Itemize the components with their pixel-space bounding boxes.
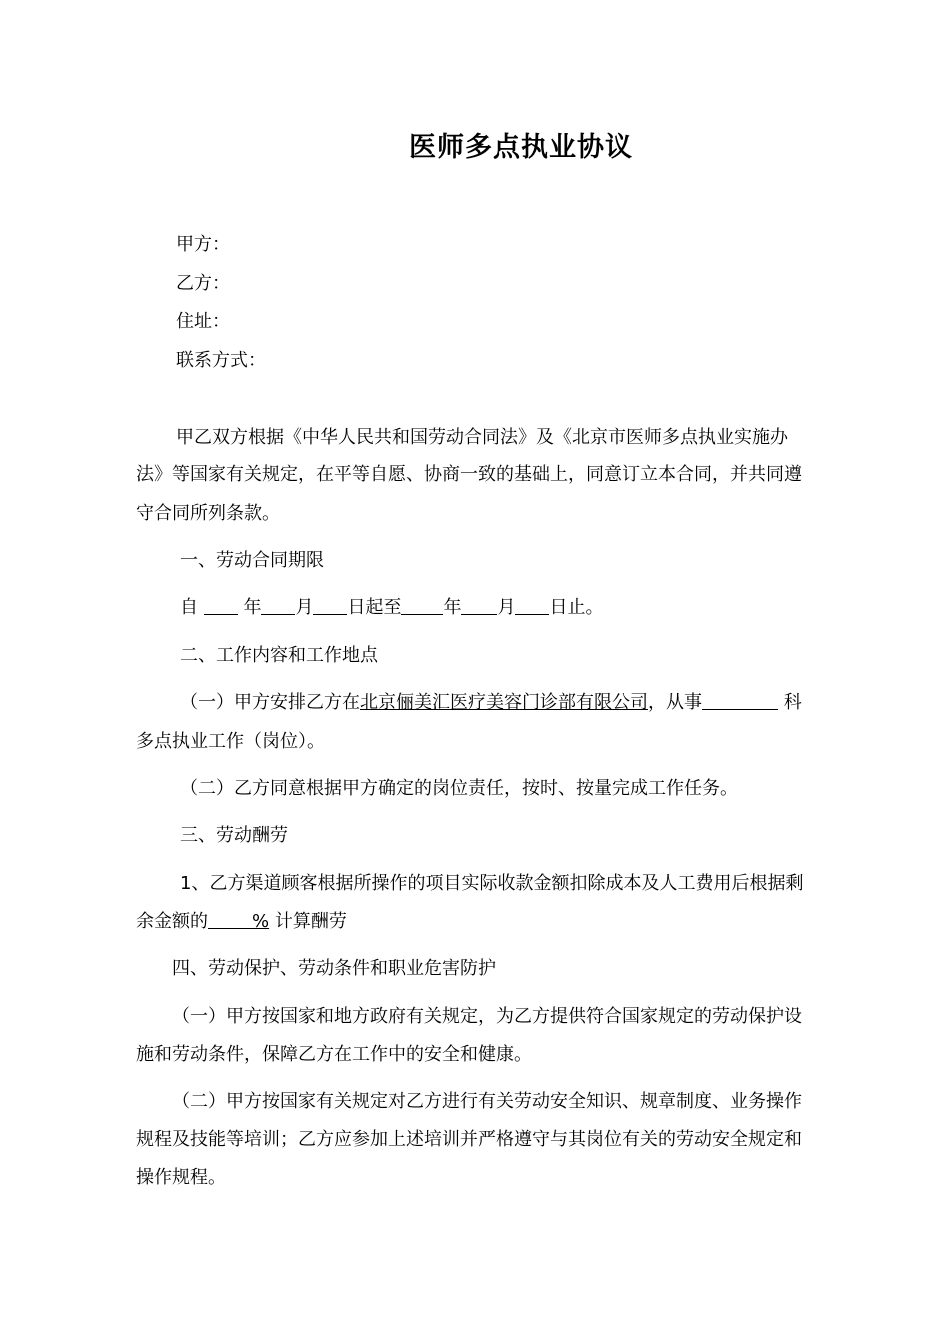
section-3-item-1-line-2: [136, 910, 347, 934]
end-day-blank: [515, 596, 549, 615]
workplace-company: 北京俪美汇医疗美容门诊部有限公司: [360, 692, 648, 713]
intro-line-1: 甲乙双方根据《中华人民共和国劳动合同法》及《北京市医师多点执业实施办: [176, 427, 788, 448]
start-day-blank: [313, 596, 347, 615]
term-year-1: 年: [243, 597, 262, 618]
section-2-heading: 二、工作内容和工作地点: [180, 645, 378, 666]
section-4-item-2-line-2: 规程及技能等培训；乙方应参加上述培训并严格遵守与其岗位有关的劳动安全规定和: [136, 1129, 802, 1150]
section-1-heading: 一、劳动合同期限: [180, 550, 324, 571]
section-2-item-2: （二）乙方同意根据甲方确定的岗位责任，按时、按量完成工作任务。: [180, 778, 738, 799]
section-4-heading: 四、劳动保护、劳动条件和职业危害防护: [172, 958, 496, 979]
address-label: 住址：: [176, 311, 230, 332]
party-b-label: 乙方：: [176, 273, 230, 294]
term-month-2: 月: [497, 597, 516, 618]
intro-line-3: 守合同所列条款。: [136, 503, 280, 524]
party-a-label: 甲方：: [176, 234, 230, 255]
section-4-item-1-line-1: （一）甲方按国家和地方政府有关规定，为乙方提供符合国家规定的劳动保护设: [172, 1006, 802, 1027]
section-2-item-1: [180, 691, 802, 715]
section-3-heading: 三、劳动酬劳: [180, 825, 288, 846]
term-from: 自: [180, 597, 198, 618]
section-4-item-1-line-2: 施和劳动条件，保障乙方在工作中的安全和健康。: [136, 1044, 532, 1065]
term-day-2: 日止。: [549, 597, 604, 618]
percent-sign: %: [252, 911, 270, 932]
end-year-blank: [401, 596, 443, 615]
section-4-item-2-line-1: （二）甲方按国家有关规定对乙方进行有关劳动安全知识、规章制度、业务操作: [172, 1091, 802, 1112]
start-month-blank: [261, 596, 295, 615]
department-blank: [702, 691, 778, 710]
section-4-item-2-line-3: 操作规程。: [136, 1167, 226, 1188]
term-year-2: 年: [443, 597, 462, 618]
contract-term-line: [180, 596, 603, 620]
item-1-suffix: 科: [783, 692, 802, 713]
contact-label: 联系方式：: [176, 350, 266, 371]
start-year-blank: [204, 596, 238, 615]
term-month-1: 月: [295, 597, 314, 618]
section-3-item-1-line-1: 1、乙方渠道顾客根据所操作的项目实际收款金额扣除成本及人工费用后根据剩: [180, 873, 804, 894]
remaining-amount-label: 余金额的: [136, 911, 208, 932]
intro-line-2: 法》等国家有关规定，在平等自愿、协商一致的基础上，同意订立本合同，并共同遵: [136, 464, 802, 485]
term-day-1: 日起至: [347, 597, 402, 618]
compute-pay-label: 计算酬劳: [274, 911, 347, 932]
end-month-blank: [461, 596, 497, 615]
item-1-mid: ，从事: [648, 692, 702, 713]
section-2-item-1-line-2: 多点执业工作（岗位）。: [136, 731, 325, 752]
percent-blank: [208, 910, 252, 929]
item-1-prefix: （一）甲方安排乙方在: [180, 692, 360, 713]
document-title: 医师多点执业协议: [409, 132, 633, 163]
